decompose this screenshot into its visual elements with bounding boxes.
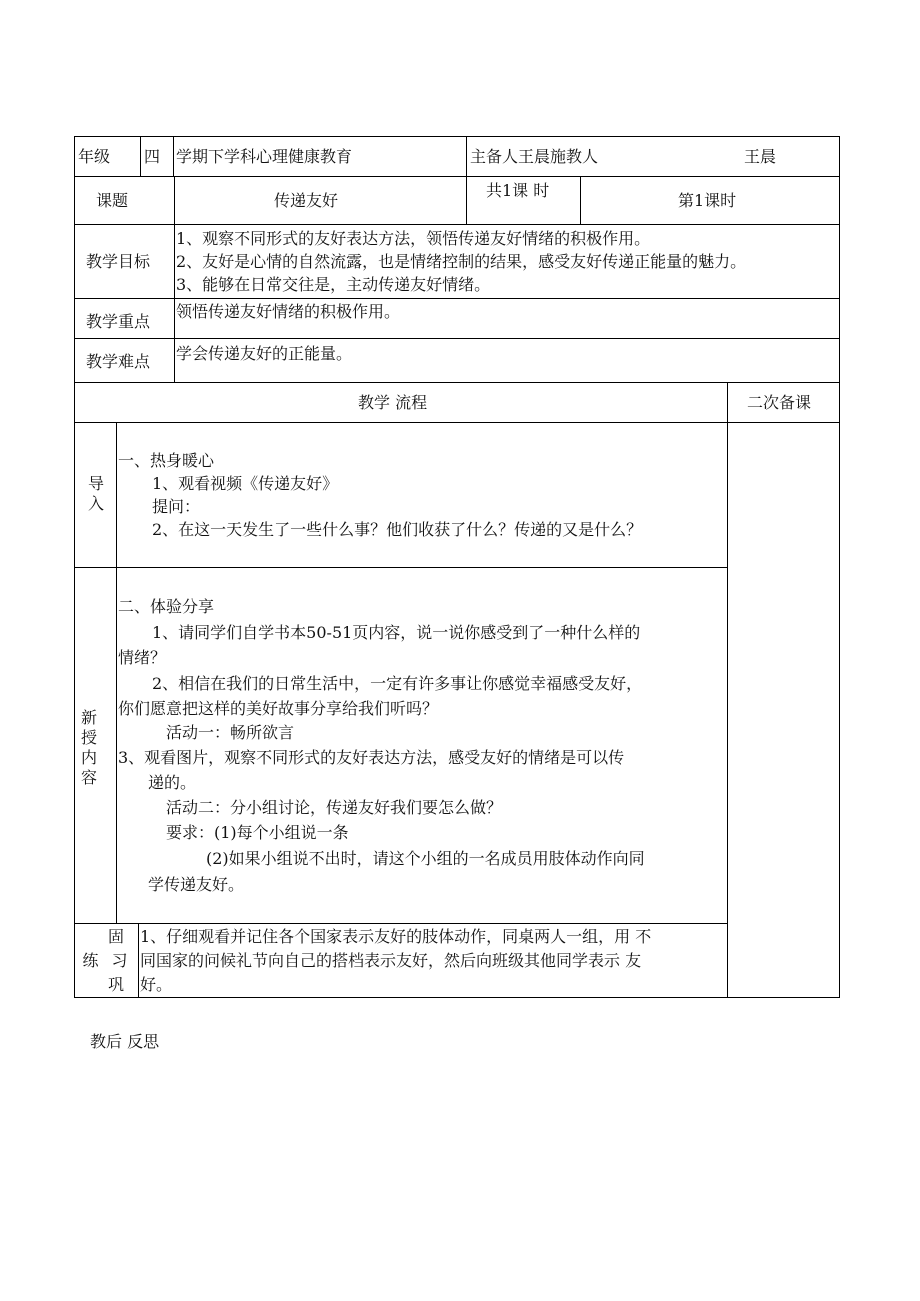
total-hours: 共1课 时: [486, 181, 550, 200]
col-border: [466, 136, 467, 176]
practice-label: [78, 925, 136, 997]
content-line: 2、相信在我们的日常生活中，一定有许多事让你感觉幸福感受友好，: [152, 674, 643, 693]
col-border: [466, 176, 467, 224]
content-line: 活动一：畅所欲言: [166, 723, 295, 742]
intro-line: 提问：: [152, 497, 201, 516]
col-border: [839, 136, 840, 998]
col-border: [74, 136, 75, 998]
reflection-label: 教后 反思: [90, 1032, 160, 1051]
grade-label: 年级: [78, 147, 111, 166]
col-border: [116, 422, 117, 924]
topic-value: 传递友好: [274, 191, 339, 210]
col-border: [140, 136, 141, 176]
grade-value: 四: [144, 147, 161, 166]
content-line: 1、请同学们自学书本50-51页内容，说一说你感受到了一种什么样的: [152, 623, 641, 642]
second-prep-label: 二次备课: [747, 393, 812, 412]
col-border: [727, 382, 728, 998]
practice-label-line: 巩: [107, 975, 124, 994]
current-hour: 第1课时: [678, 191, 737, 210]
row-border: [74, 567, 728, 568]
content-line: (2)如果小组说不出时，请这个小组的一名成员用肢体动作向同: [206, 849, 645, 868]
col-border: [173, 136, 174, 176]
content-line: 要求：(1)每个小组说一条: [166, 823, 349, 842]
topic-label: 课题: [96, 191, 129, 210]
intro-label: 导入: [87, 474, 104, 513]
content-line: 递的。: [148, 773, 197, 792]
content-line: 3、观看图片，观察不同形式的友好表达方法，感受友好的情绪是可以传: [118, 748, 625, 767]
col-border: [580, 176, 581, 224]
content-line: 你们愿意把这样的美好故事分享给我们听吗？: [118, 699, 439, 718]
row-border: [74, 422, 840, 423]
row-border: [74, 224, 840, 225]
intro-line: 2、在这一天发生了一些什么事？他们收获了什么？传递的又是什么？: [152, 520, 643, 539]
new-content-label: 新授内容: [80, 708, 97, 787]
row-border: [74, 997, 840, 998]
col-border: [174, 176, 175, 224]
focus-label: 教学重点: [86, 312, 151, 331]
goals-label: 教学目标: [86, 252, 151, 271]
goal-item: 1、观察不同形式的友好表达方法，领悟传递友好情绪的积极作用。: [176, 229, 651, 248]
term-subject: 学期下学科心理健康教育: [176, 147, 353, 166]
practice-line: 好。: [140, 975, 173, 994]
col-border: [174, 224, 175, 382]
practice-line: 同国家的问候礼节向自己的搭档表示友好，然后向班级其他同学表示 友: [140, 951, 642, 970]
focus-text: 领悟传递友好情绪的积极作用。: [176, 302, 401, 321]
row-border: [74, 338, 840, 339]
lead-teacher-label: 主备人王晨施教人: [470, 147, 599, 166]
row-border: [74, 176, 840, 177]
row-border: [74, 382, 840, 383]
teacher-name: 王晨: [744, 147, 777, 166]
col-border: [138, 923, 139, 997]
practice-line: 1、仔细观看并记住各个国家表示友好的肢体动作，同桌两人一组，用 不: [140, 927, 652, 946]
flow-title: 教学 流程: [358, 393, 428, 412]
intro-line: 1、观看视频《传递友好》: [152, 474, 339, 493]
row-border: [74, 136, 840, 137]
content-line: 情绪？: [118, 648, 167, 667]
content-line: 学传递友好。: [148, 875, 245, 894]
practice-label-line: 固: [107, 927, 124, 946]
intro-line: 一、热身暖心: [118, 451, 215, 470]
goal-item: 2、友好是心情的自然流露，也是情绪控制的结果，感受友好传递正能量的魅力。: [176, 252, 747, 271]
content-line: 二、体验分享: [118, 597, 215, 616]
goal-item: 3、能够在日常交往是，主动传递友好情绪。: [176, 275, 491, 294]
practice-label-line: 练 习: [82, 951, 132, 970]
content-line: 活动二：分小组讨论，传递友好我们要怎么做？: [166, 798, 503, 817]
difficulty-text: 学会传递友好的正能量。: [176, 344, 353, 363]
difficulty-label: 教学难点: [86, 352, 151, 371]
row-border: [74, 298, 840, 299]
row-border: [74, 923, 728, 924]
